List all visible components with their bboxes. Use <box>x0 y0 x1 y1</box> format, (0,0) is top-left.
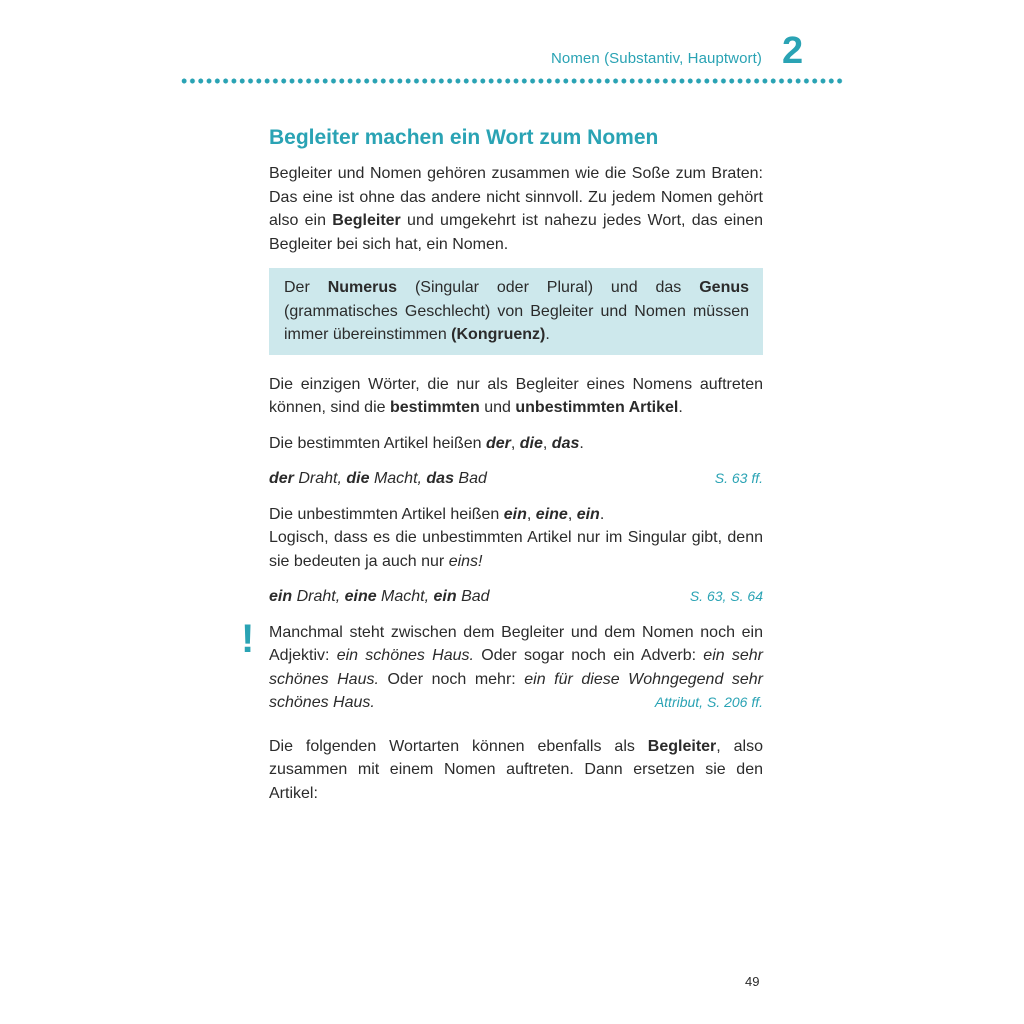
outro-paragraph: Die folgenden Wortarten können ebenfalls als Begleiter, also zusammen mit einem Nomen auftreten. Dann ersetzen sie den Artikel: <box>269 737 763 802</box>
artikel-paragraph: Die einzigen Wörter, die nur als Begleiter eines Nomens auftreten können, sind die bestimmten und unbestimmten Artikel. <box>269 375 763 416</box>
info-box: Der Numerus (Singular oder Plural) und das Genus (grammatisches Geschlecht) von Begleiter und Nomen müssen immer übereinstimmen (Kongruenz). <box>269 268 763 355</box>
dotted-divider <box>180 77 844 85</box>
unbestimmt-paragraph: Die unbestimmten Artikel heißen ein, eine, ein. Logisch, dass es die unbestimmten Artikel nur im Singular gibt, denn sie bedeuten ja auch nur eins! <box>269 505 763 570</box>
chapter-title: Nomen (Substantiv, Hauptwort) <box>550 50 762 67</box>
example-unbestimmt: ein Draht, eine Macht, ein Bad S. 63, S. 64 <box>269 585 763 609</box>
page-reference: Attribut, S. 206 ff. <box>654 694 763 710</box>
page-number: 49 <box>745 974 760 989</box>
page-reference: S. 63 ff. <box>714 470 763 486</box>
page-reference: S. 63, S. 64 <box>689 588 763 604</box>
exclamation-icon: ! <box>241 616 255 661</box>
bestimmt-paragraph: Die bestimmten Artikel heißen der, die, das. <box>269 434 584 452</box>
main-content <box>241 124 764 817</box>
note-block: ! Manchmal steht zwischen dem Begleiter und dem Nomen noch ein Adjektiv: ein schönes Haus. Oder sogar noch ein Adverb: ein sehr schönes Haus. Oder noch mehr: ein für diese Wohngegend sehr schönes Haus. Attribut, S. 206 ff. <box>269 621 763 715</box>
intro-paragraph: Begleiter und Nomen gehören zusammen wie die Soße zum Braten: Das eine ist ohne das andere nicht sinnvoll. Zu jedem Nomen gehört also ein Begleiter und umgekehrt ist nahezu jedes Wort, das einen Begleiter bei sich hat, ein Nomen. <box>269 165 764 253</box>
example-bestimmt: der Draht, die Macht, das Bad S. 63 ff. <box>269 467 763 491</box>
section-heading: Begleiter machen ein Wort zum Nomen <box>269 126 659 149</box>
chapter-number: 2 <box>782 30 804 72</box>
